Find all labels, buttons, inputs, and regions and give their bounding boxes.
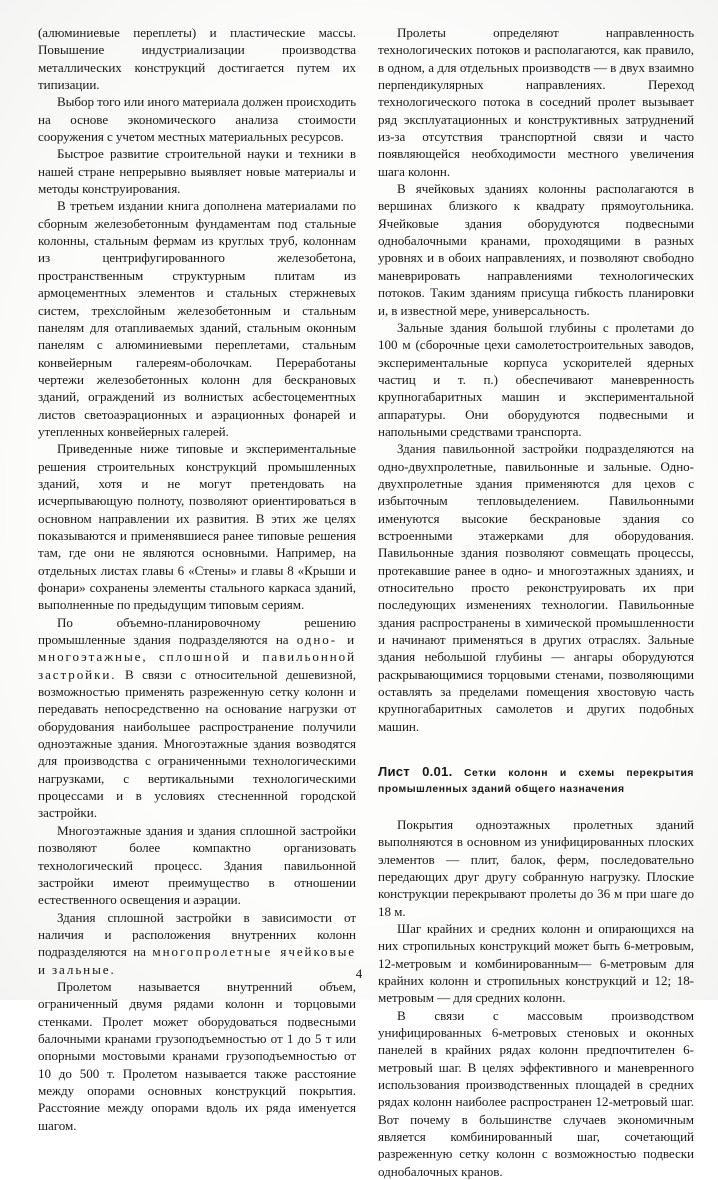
paragraph: Зальные здания большой глубины с пролетами до 100 м (сборочные цехи самолетостроительных заводов, экспериментальные корпуса ускорителей ядерных частиц и т. п.) обеспечивают маневренность крупногабаритных машин и экспериментальной аппаратуры. Они оборудуются подвесными и напольными средствами транспорта. [378, 319, 694, 439]
paragraph-with-emphasis [38, 614, 356, 822]
emphasis-spaced-text: одно- и многоэтажные, сплошной и павильонной застройки. [38, 632, 356, 682]
paragraph: В третьем издании книга дополнена материалами по сборным железобетонным фундаментам под стальные колонны, стальным фермам из круглых труб, колоннам из центрифугированного железобетона, пространственным структурным плитам из армоцементных элементов и стальных стержневых систем, трехслойным железобетонным и стальным панелям для отапливаемых зданий, стальным оконным панелям с алюминиевыми переплетами, стальным конвейерным галереям-оболочкам. Переработаны чертежи железобетонных колонн для бескрановых зданий, ограждений из волнистых асбестоцементных листов светоаэрационных и аэрационных фонарей и утепленных конвейерных галерей. [38, 198, 356, 439]
section-heading-title: Сетки колонн и схемы перекрытия промышленных зданий общего назначения [378, 768, 695, 795]
paragraph: Многоэтажные здания и здания сплошной застройки позволяют более компактно организовать технологический процесс. Здания павильонной застройки имеют преимущество в отношении естественного освещения и аэрации. [38, 822, 356, 908]
paragraph-segment: По объемно-планировочному решению промышленные здания подразделяются на [38, 614, 356, 648]
page-number: 4 [355, 966, 363, 981]
paragraph: Шаг крайних и средних колонн и опирающихся на них стропильных конструкций может быть 6-метровым, 12-метровым и комбинированным— 6-метровым для крайних колонн и стропильных конструкций и 12; 18-метровым — для средних колонн. [378, 920, 694, 1006]
paragraph-segment: Здания сплошной застройки в зависимости от наличия и расположения внутренних колонн подразделяются на [38, 909, 356, 960]
paragraph-segment: В связи с относительной дешевизной, возможностью применять разреженную сетку колонн и передавать непосредственно на основание нагрузки от оборудования наибольшее распространение получили одноэтажные здания. Многоэтажные здания возводятся для производства с ограниченными технологическими нагрузками, с вертикальными технологическими процессами и в условиях стесненнной городской застройки. [38, 666, 356, 821]
section-heading [378, 748, 694, 797]
paragraph: Пролеты определяют направленность технологических потоков и располагаются, как правило, в одном, а для отдельных производств — в двух взаимно перпендикулярных направлениях. Переход технологического потока в соседний пролет вызывает ряд эксплуатационных и конструктивных затруднений из-за отсутствия транспортной связи и часто появляющейся необходимости местного увеличения шага колонн. [378, 25, 694, 179]
paragraph: Быстрое развитие строительной науки и техники в нашей стране непрерывно выявляет новые материалы и методы конструирования. [38, 146, 356, 197]
paragraph: (алюминиевые переплеты) и пластические массы. Повышение индустриализации производства металлических конструкций достигается путем их типизации. [38, 25, 356, 93]
two-column-text-body [38, 24, 695, 1180]
paragraph: Покрытия одноэтажных пролетных зданий выполняются в основном из унифицированных плоских элементов — плит, балок, ферм, последовательно передающих друг другу собранную нагрузку. Плоские конструкции перекрывают пролеты до 36 м при шаге до 18 м. [378, 816, 694, 919]
paragraph: Здания павильонной застройки подразделяются на одно-двухпролетные, павильонные и зальные. Одно-двухпролетные здания применяются для цехов с избыточным тепловыделением. Павильонными именуются высокие бескрановые здания со встроенными этажерками для оборудования. Павильонные здания позволяют совмещать процессы, протекавшие ранее в одно- и многоэтажных зданиях, и относительно просто реконструировать их при последующих изменениях технологии. Павильонные здания распространены в химической промышленности и начинают применяться в других отраслях. Зальные здания небольшой глубины — ангары оборудуются раскрывающимися торцовыми стенами, позволяющими оставлять за пределами помещения хвостовую часть крупногабаритных самолетов и других подобных машин. [378, 441, 694, 734]
right-text-column [378, 24, 694, 1180]
heading-bottom-gap [378, 797, 694, 816]
emphasis-spaced-text: многопролетные ячейковые и зальные. [38, 944, 356, 977]
paragraph: Выбор того или иного материала должен происходить на основе экономического анализа стоимости сооружения с учетом местных материальных ресурсов. [38, 94, 356, 145]
section-heading-number: Лист 0.01. [378, 764, 453, 780]
heading-top-gap [378, 735, 694, 748]
paragraph: Пролетом называется внутренний объем, ограниченный двумя рядами колонн и торцовыми стенками. Пролет может оборудоваться подвесными балочными кранами грузоподъемностью от 1 до 5 т или опорными мостовыми кранами грузоподъемностью от 10 до 500 т. Пролетом называется также расстояние между опорами основных конструкций покрытия. Расстояние между опорами вдоль их ряда именуется шагом. [38, 978, 356, 1133]
paragraph: В ячейковых зданиях колонны располагаются в вершинах близкого к квадрату прямоугольника. Ячейковые здания оборудуются подвесными однобалочными кранами, проходящими в разных уровнях и в обоих направлениях, и позволяют свободно маневрировать направлениями технологических потоков. Таким зданиям присуща гибкость планировки и, в известной мере, универсальность. [378, 181, 694, 318]
paragraph: Приведенные ниже типовые и экспериментальные решения строительных конструкций промышленных зданий, хотя и не могут претендовать на исчерпывающую полноту, позволяют ориентироваться в основном направлении их развития. В этих же целях показываются и применявшиеся ранее типовые решения там, где они не являются основными. Например, на отдельных листах главы 6 «Стены» и главы 8 «Крыши и фонари» сохранены элементы стального каркаса зданий, выполненные по предыдущим типовым сериям. [38, 441, 356, 613]
paragraph: В связи с массовым производством унифицированных 6-метровых стеновых и оконных панелей в крайних рядах колонн предпочтителен 6-метровый шаг. В целях эффективного и маневренного использования производственных площадей в средних рядах колонн наиболее распространен 12-метровый шаг. Вот почему в большинстве случаев экономичным является комбинированный шаг, сочетающий разреженную сетку колонн с возможностью подвески однобалочных кранов. [378, 1007, 694, 1179]
